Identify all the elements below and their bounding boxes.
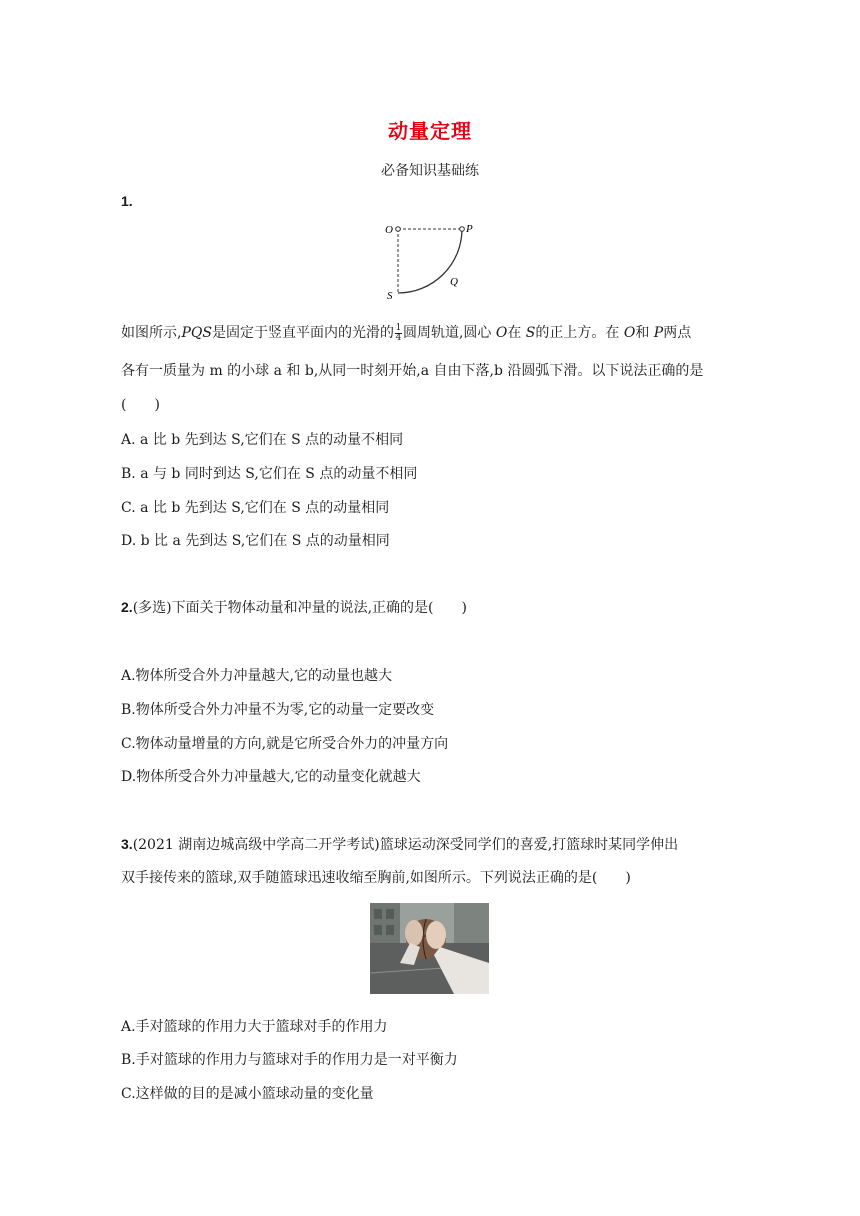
question-3-stem-line-2: 双手接传来的篮球,双手随篮球迅速收缩至胸前,如图所示。下列说法正确的是( ) <box>121 870 631 886</box>
basketball-catch-photo <box>370 903 489 994</box>
question-3-stem-line-1: 3.(2021 湖南边城高级中学高二开学考试)篮球运动深受同学们的喜爱,打篮球时某同学伸出 <box>121 836 679 853</box>
question-2-number: 2. <box>121 599 133 615</box>
question-1-number: 1. <box>121 193 133 209</box>
question-3-option-c: C.这样做的目的是减小篮球动量的变化量 <box>121 1086 374 1102</box>
ball-b-marker <box>460 227 465 232</box>
question-3-option-a: A.手对篮球的作用力大于篮球对手的作用力 <box>121 1019 388 1035</box>
question-1-stem-line-1: 如图所示,PQS是固定于竖直平面内的光滑的 $\frac{1}{4}$ 圆周轨道,圆心 O在 S的正上方。在 O和 P两点 <box>121 322 692 343</box>
section-subtitle: 必备知识基础练 <box>381 163 479 179</box>
label-q: Q <box>450 276 458 288</box>
question-1-option-c: C. a 比 b 先到达 S,它们在 S 点的动量相同 <box>121 500 390 516</box>
fraction-one-quarter: $\frac{1}{4}$ <box>395 322 402 343</box>
question-1-option-a: A. a 比 b 先到达 S,它们在 S 点的动量不相同 <box>121 432 404 448</box>
question-1-option-b: B. a 与 b 同时到达 S,它们在 S 点的动量不相同 <box>121 466 418 482</box>
question-2-stem: 2.(多选)下面关于物体动量和冲量的说法,正确的是( ) <box>121 599 467 616</box>
question-3-option-b: B.手对篮球的作用力与篮球对手的作用力是一对平衡力 <box>121 1052 458 1068</box>
question-1-stem-line-2: 各有一质量为 m 的小球 a 和 b,从同一时刻开始,a 自由下落,b 沿圆弧下滑。以下说法正确的是 <box>121 363 704 379</box>
page-title: 动量定理 <box>388 119 472 143</box>
question-2-option-d: D.物体所受合外力冲量越大,它的动量变化就越大 <box>121 769 421 785</box>
quarter-circle-track-figure <box>380 218 480 303</box>
question-2-option-b: B.物体所受合外力冲量不为零,它的动量一定要改变 <box>121 702 435 718</box>
label-o: O <box>385 224 393 236</box>
label-p: P <box>466 223 473 235</box>
question-3-number: 3. <box>121 836 133 852</box>
question-1-answer-blank: ( ) <box>121 397 160 413</box>
question-1-option-d: D. b 比 a 先到达 S,它们在 S 点的动量相同 <box>121 533 390 549</box>
label-s: S <box>387 290 393 302</box>
ball-a-marker <box>396 227 401 232</box>
question-2-option-c: C.物体动量增量的方向,就是它所受合外力的冲量方向 <box>121 736 449 752</box>
question-2-option-a: A.物体所受合外力冲量越大,它的动量也越大 <box>121 668 393 684</box>
